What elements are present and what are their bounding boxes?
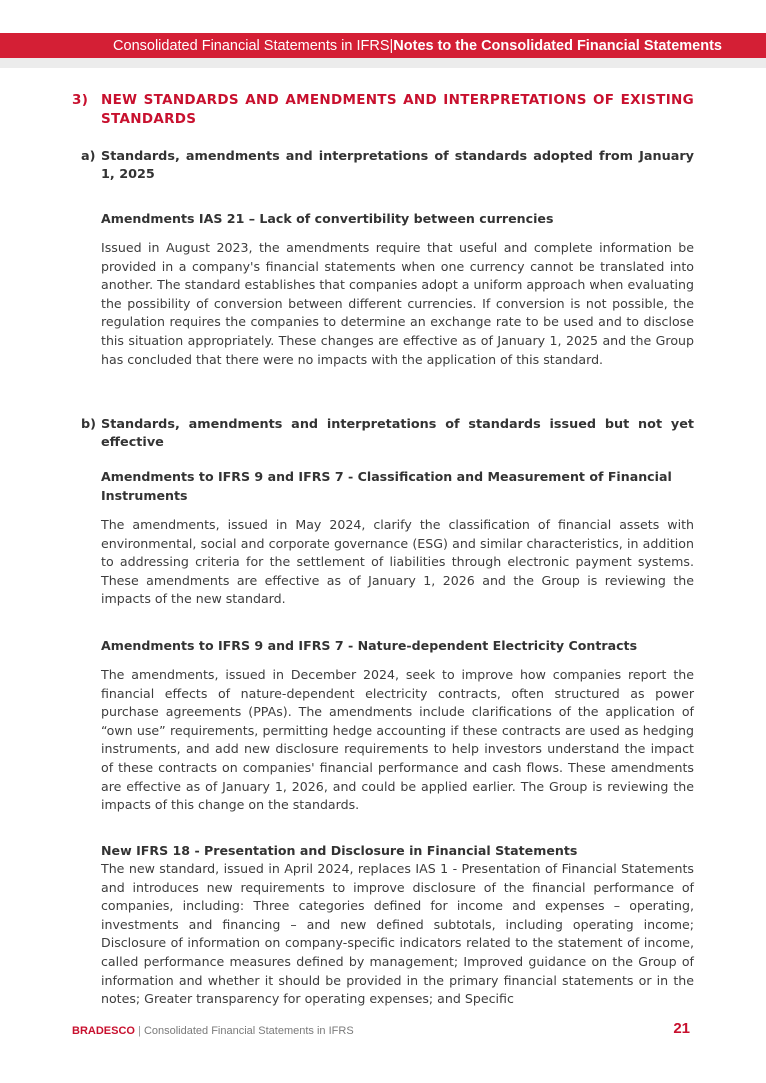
ifrs18-paragraph: The new standard, issued in April 2024, replaces IAS 1 - Presentation of Financial Statements and introduces new requirements to improve disclosure of the financial performance of companies, including: Three categories defined for income and expenses – operating, investments and financing – and new defined subtotals, including operating income; Disclosure of information on company-specific indicators related to the statement of income, called performance measures defined by management; Improved guidance on the Group of information and whether it should be provided in the primary financial statements or in the notes; Greater transparency for operating expenses; and Specific [101,861,694,1007]
footer-separator: | [134,1025,144,1037]
ifrs9-nature-paragraph: The amendments, issued in December 2024, seek to improve how companies report the financial effects of nature-dependent electricity contracts, often structured as power purchase agreements (PPAs). The amendments include clarifications of the application of “own use” requirements, permitting hedge accounting if these contracts are used as hedging instruments, and add new disclosure requirements to help investors understand the impact of these contracts on companies' financial performance and cash flows. These amendments are effective as of January 1, 2026, and could be applied earlier. The Group is reviewing the impacts of this change on the standards. [101,667,694,813]
page-header [0,33,766,58]
ias21-paragraph: Issued in August 2023, the amendments require that useful and complete information be provided in a company's financial statements when one currency cannot be translated into another. The standard establishes that companies adopt a uniform approach when evaluating the possibility of conversion between different currencies. If conversion is not possible, the regulation requires the companies to determine an exchange rate to be used and to disclose this situation appropriately. These changes are effective as of January 1, 2025 and the Group has concluded that there were no impacts with the application of this standard. [101,240,694,367]
section-number: 3) [72,92,89,108]
header-section: Notes to the Consolidated Financial Statements [393,37,722,54]
top-margin [0,0,766,33]
header-divider [0,58,766,68]
header-separator: | [389,37,394,54]
footer-brand: BRADESCO [72,1025,135,1037]
page-number: 21 [673,1020,690,1037]
subsection-a-title [72,148,694,183]
subsection-b-text: Standards, amendments and interpretations of standards issued but not yet effective [101,417,694,450]
subsection-b-title [72,416,694,451]
subsection-a-letter: a) [81,149,96,164]
section-title [72,91,694,129]
subsection-b-letter: b) [81,417,97,432]
ifrs9-classification-heading: Amendments to IFRS 9 and IFRS 7 - Classification and Measurement of Financial Instruments [101,469,672,503]
ias21-heading: Amendments IAS 21 – Lack of convertibility between currencies [101,211,554,226]
footer [72,1025,354,1037]
subsection-a-text: Standards, amendments and interpretations of standards adopted from January 1, 2025 [101,149,694,182]
section-title-text: NEW STANDARDS AND AMENDMENTS AND INTERPRETATIONS OF EXISTING STANDARDS [101,92,694,127]
ifrs9-nature-heading: Amendments to IFRS 9 and IFRS 7 - Nature-dependent Electricity Contracts [101,638,638,653]
header-doc-title: Consolidated Financial Statements in IFRS [113,37,390,54]
ifrs18-heading: New IFRS 18 - Presentation and Disclosure in Financial Statements [101,843,578,858]
footer-doc-title: Consolidated Financial Statements in IFRS [143,1025,354,1037]
ifrs9-classification-paragraph: The amendments, issued in May 2024, clarify the classification of financial assets with environmental, social and corporate governance (ESG) and similar characteristics, in addition to addressing criteria for the settlement of liabilities through electronic payment systems. These amendments are effective as of January 1, 2026 and the Group is reviewing the impacts of the new standard. [101,517,694,607]
